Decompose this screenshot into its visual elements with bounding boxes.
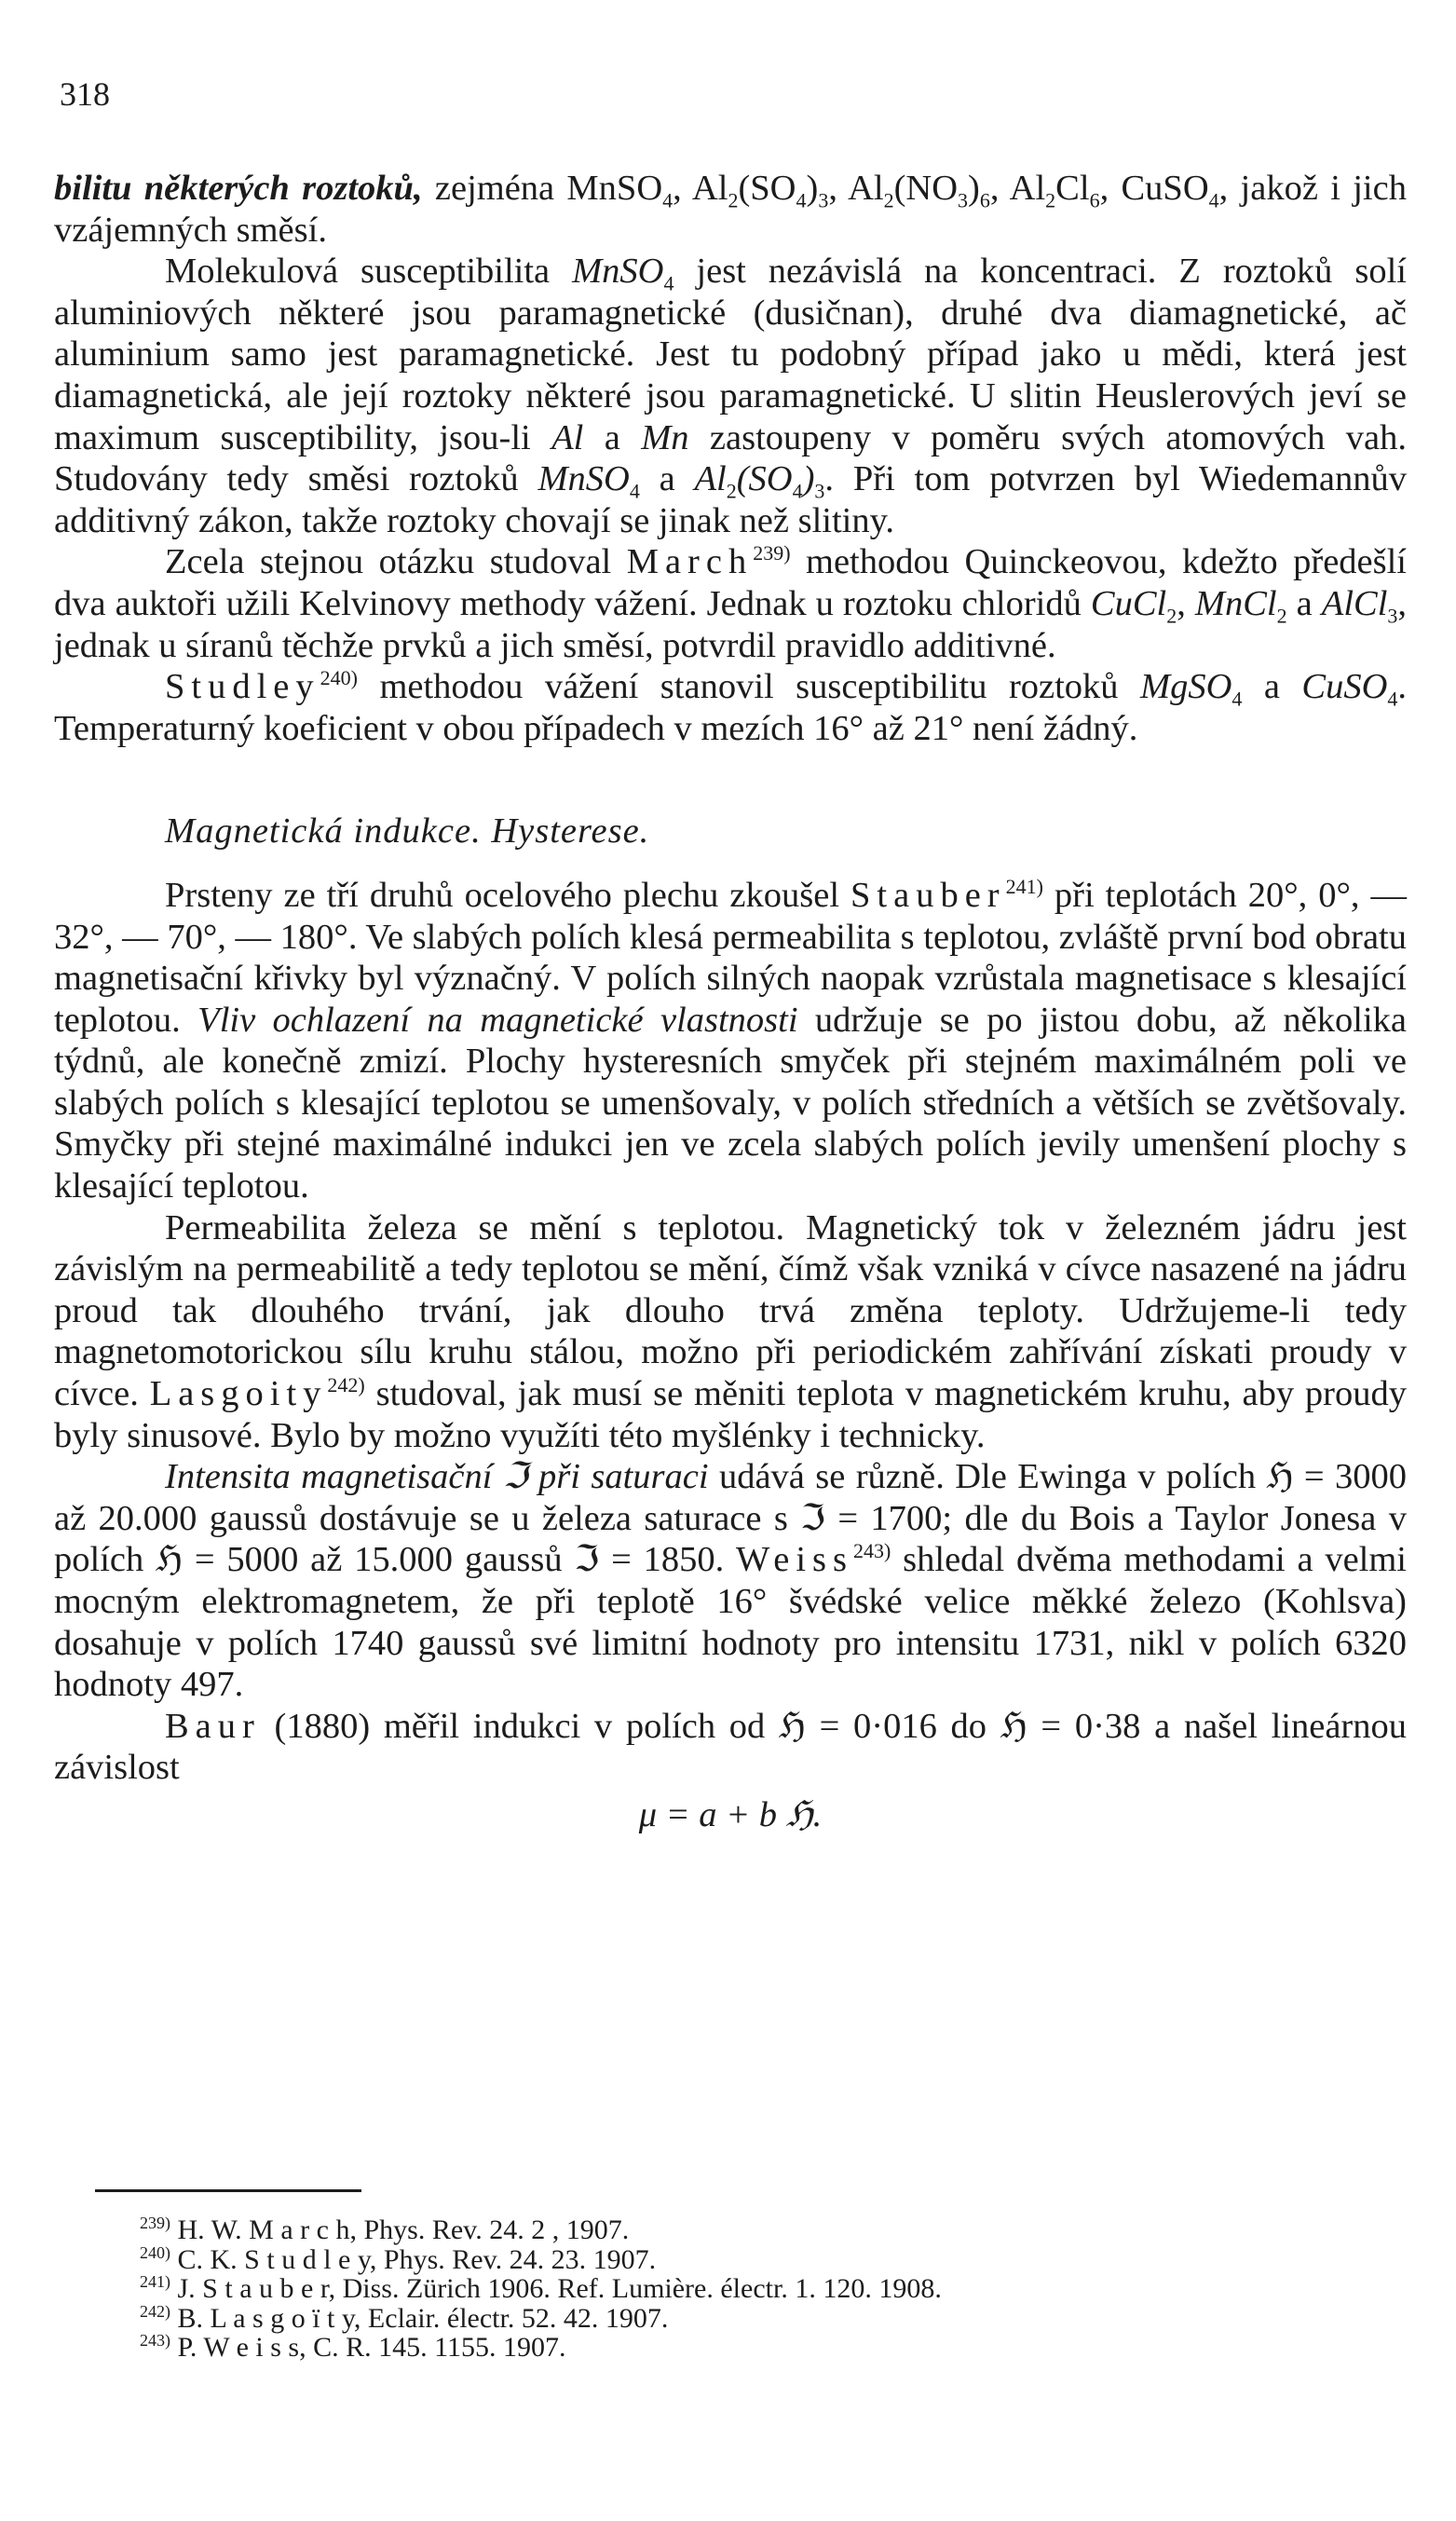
text-segment: zastoupeny v poměru svých atomových vah. Studovány tedy směsi roztoků xyxy=(54,417,1407,499)
text-segment: zejména MnSO xyxy=(422,169,663,208)
footnotes xyxy=(140,2215,1397,2363)
text-segment: (SO xyxy=(738,169,796,208)
text-segment: a xyxy=(639,459,695,499)
text-segment: 2 xyxy=(1045,188,1056,212)
text-segment: methodou Quinckeovou, kdežto předešlí dva auktoři užili Kelvinovy methody vážení. Jednak u roztoku chloridů xyxy=(54,542,1407,623)
text-segment: Permeabilita železa se mění s teplotou. Magnetický tok v železném jádru jest závislým na permeabilitě a tedy teplotou se mění, čímž však vzniká v cívce nasazené na jádru proud tak dlouhého trvání, jak dlouho trvá změna teploty. Udržujeme-li tedy magnetomotorickou sílu kruhu stálou, možno při periodickém zahřívání získati proudy v cívce. xyxy=(54,1207,1407,1414)
text-segment: , xyxy=(1177,583,1195,623)
text-segment: 4 xyxy=(1208,188,1219,212)
text-segment: 4 xyxy=(663,271,674,295)
text-segment: 4 xyxy=(629,479,640,503)
text-segment: Cl xyxy=(1055,169,1090,208)
text-segment: 2 xyxy=(1166,604,1177,628)
text-segment: 242) xyxy=(327,1373,365,1397)
text-segment: (1880) měřil indukci v polích od ℌ = 0·016 do ℌ = 0·38 a našel lineárnou závislost xyxy=(54,1706,1407,1788)
footnote-text: H. W. M a r c h, Phys. Rev. 24. 2 , 1907. xyxy=(170,2214,630,2245)
text-segment: a xyxy=(1286,583,1322,623)
text-segment: 3 xyxy=(818,188,829,212)
text-segment: 3 xyxy=(1387,604,1398,628)
text-segment: Molekulová susceptibilita xyxy=(165,252,573,292)
text-segment: a xyxy=(1242,667,1302,707)
text-segment: , Al xyxy=(828,169,884,208)
text-segment: shledal dvěma methodami a velmi mocným elektromagnetem, že při teplotě 16° švédské velice měkké železo (Kohlsva) dosahuje v polích 1740 gaussů své limitní hodnoty pro intensitu 1731, nikl v polích 6320 hodnoty 497. xyxy=(54,1540,1408,1705)
text-segment: 6 xyxy=(979,188,990,212)
footnote-number: 242) xyxy=(140,2301,170,2321)
text-segment: , Al xyxy=(673,169,728,208)
footnote-text: C. K. S t u d l e y, Phys. Rev. 24. 23. 1907. xyxy=(170,2243,657,2275)
body-text xyxy=(54,168,1407,1836)
text-segment: CuSO xyxy=(1301,667,1388,707)
text-segment: AlCl xyxy=(1321,583,1388,623)
text-segment: MnCl xyxy=(1194,583,1277,623)
text-segment: μ = a + b ℌ. xyxy=(638,1794,823,1834)
text-segment: MnSO xyxy=(537,459,630,499)
text-segment: 2 xyxy=(726,479,737,503)
text-segment: 2 xyxy=(728,188,739,212)
text-segment: (NO xyxy=(893,169,959,208)
text-segment: 4 xyxy=(1231,687,1243,711)
footnote-number: 243) xyxy=(140,2331,170,2350)
text-segment: (SO xyxy=(736,459,793,499)
paragraph xyxy=(54,541,1407,666)
text-segment: MgSO xyxy=(1140,667,1232,707)
text-segment: 3 xyxy=(958,188,969,212)
text-segment: při teplotách 20°, 0°, — 32°, — 70°, — 180°. Ve slabých polích klesá permeabilita s teplotou, zvláště první bod obratu magnetisační křivky byl význačný. V polích silných naopak vzrůstala magnetisace s klesající teplotou. xyxy=(54,875,1407,1040)
text-segment: Magnetická indukce. Hysterese. xyxy=(165,811,650,852)
text-segment: studoval, jak musí se měniti teplota v magnetickém kruhu, aby proudy byly sinusové. Bylo by možno využíti této myšlénky i technicky. xyxy=(54,1374,1407,1455)
text-segment: methodou vážení stanovil susceptibilitu roztoků xyxy=(357,667,1141,707)
text-segment: bilitu některých roztoků, xyxy=(54,169,423,208)
text-segment: Al xyxy=(694,459,727,499)
text-segment: Weiss xyxy=(736,1540,854,1580)
footnote-text: J. S t a u b e r, Diss. Zürich 1906. Ref. Lumière. électr. 1. 120. 1908. xyxy=(170,2273,942,2304)
text-segment: a xyxy=(583,417,642,457)
text-segment: MnSO xyxy=(572,252,664,292)
footnote xyxy=(140,2242,1397,2275)
text-segment: 4 xyxy=(1387,687,1398,711)
footnote xyxy=(140,2274,1397,2304)
paragraph xyxy=(54,666,1407,749)
footnote xyxy=(140,2333,1397,2363)
text-segment: , jakož i jich vzájemných směsí. xyxy=(54,169,1407,250)
text-segment: ) xyxy=(802,459,815,499)
text-segment: udává se různě. Dle Ewinga v polích ℌ = 3000 až 20.000 gaussů dostávuje se u železa saturace s ℑ = 1700; dle du Bois a Taylor Jonesa v polích ℌ = 5000 až 15.000 gaussů ℑ = 1850. xyxy=(54,1457,1407,1580)
text-segment: Lasgoity xyxy=(149,1374,328,1414)
paragraph xyxy=(54,875,1407,1207)
text-segment: Zcela stejnou otázku studoval xyxy=(165,542,627,582)
page-number: 318 xyxy=(60,75,110,113)
text-segment: 243) xyxy=(853,1539,891,1563)
text-segment: Vliv ochlazení na magnetické vlastnosti xyxy=(197,1000,798,1040)
text-segment: 2 xyxy=(883,188,894,212)
text-segment: 241) xyxy=(1005,875,1043,899)
footnote-text: B. L a s g o ï t y, Eclair. électr. 52. 42. 1907. xyxy=(170,2302,669,2334)
footnote xyxy=(140,2301,1397,2334)
footnote-number: 239) xyxy=(140,2214,170,2232)
text-segment: 2 xyxy=(1276,604,1287,628)
text-segment: Mn xyxy=(641,417,689,457)
text-segment: Al xyxy=(551,417,584,457)
text-segment: 3 xyxy=(814,479,825,503)
footnote-number: 241) xyxy=(140,2272,170,2291)
section-heading xyxy=(165,811,1407,852)
text-segment: Intensita magnetisační ℑ při saturaci xyxy=(165,1457,709,1497)
text-segment: Prsteny ze tří druhů ocelového plechu zkoušel xyxy=(165,875,850,915)
text-segment: 4 xyxy=(662,188,674,212)
text-segment: . Temperaturný koeficient v obou případech v mezích 16° až 21° není žádný. xyxy=(54,667,1408,748)
text-segment: 240) xyxy=(320,666,358,690)
text-segment: Baur xyxy=(165,1706,261,1746)
text-segment: Studley xyxy=(165,667,320,707)
paragraph xyxy=(54,1456,1407,1706)
text-segment: 4 xyxy=(796,188,807,212)
text-segment: jest nezávislá na koncentraci. Z roztoků solí aluminiových některé jsou paramagnetické (dusičnan), druhé dva diamagnetické, ač aluminium samo jest paramagnetické. Jest tu podobný případ jako u mědi, která jest diamagnetická, ale její roztoky některé jsou paramagnetické. U slitin Heuslerových jeví se maximum susceptibility, jsou-li xyxy=(54,252,1407,457)
text-segment: udržuje se po jistou dobu, až několika týdnů, ale konečně zmizí. Plochy hysteresních smyček při stejném maximálném poli ve slabých polích s klesající teplotou se umenšovaly, v polích středních a větších se zvětšovaly. Smyčky při stejné maximálné indukci jen ve zcela slabých polích jevily umenšení plochy s klesající teplotou. xyxy=(54,1000,1407,1206)
text-segment: 239) xyxy=(753,541,791,566)
paragraph xyxy=(54,251,1407,541)
text-segment: ) xyxy=(968,169,980,208)
text-segment: , Al xyxy=(989,169,1046,208)
paragraph xyxy=(54,168,1407,251)
text-segment: , jednak u síranů těchže prvků a jich směsí, potvrdil pravidlo additivné. xyxy=(54,583,1408,665)
footnote xyxy=(140,2215,1397,2245)
paragraph xyxy=(54,1207,1407,1457)
text-segment: , CuSO xyxy=(1099,169,1209,208)
footnote-number: 240) xyxy=(140,2242,170,2262)
text-segment: . Při tom potvrzen byl Wiedemannův additivný zákon, takže roztoky chovají se jinak než slitiny. xyxy=(54,459,1407,540)
footnote-divider xyxy=(95,2189,361,2192)
footnote-text: P. W e i s s, C. R. 145. 1155. 1907. xyxy=(170,2332,566,2363)
text-segment: Stauber xyxy=(850,875,1006,915)
text-segment: CuCl xyxy=(1090,583,1167,623)
paragraph xyxy=(54,1706,1407,1789)
text-segment: March xyxy=(626,542,754,582)
formula xyxy=(54,1794,1407,1836)
text-segment: 4 xyxy=(792,479,803,503)
text-segment: 6 xyxy=(1089,188,1100,212)
text-segment: ) xyxy=(806,169,819,208)
